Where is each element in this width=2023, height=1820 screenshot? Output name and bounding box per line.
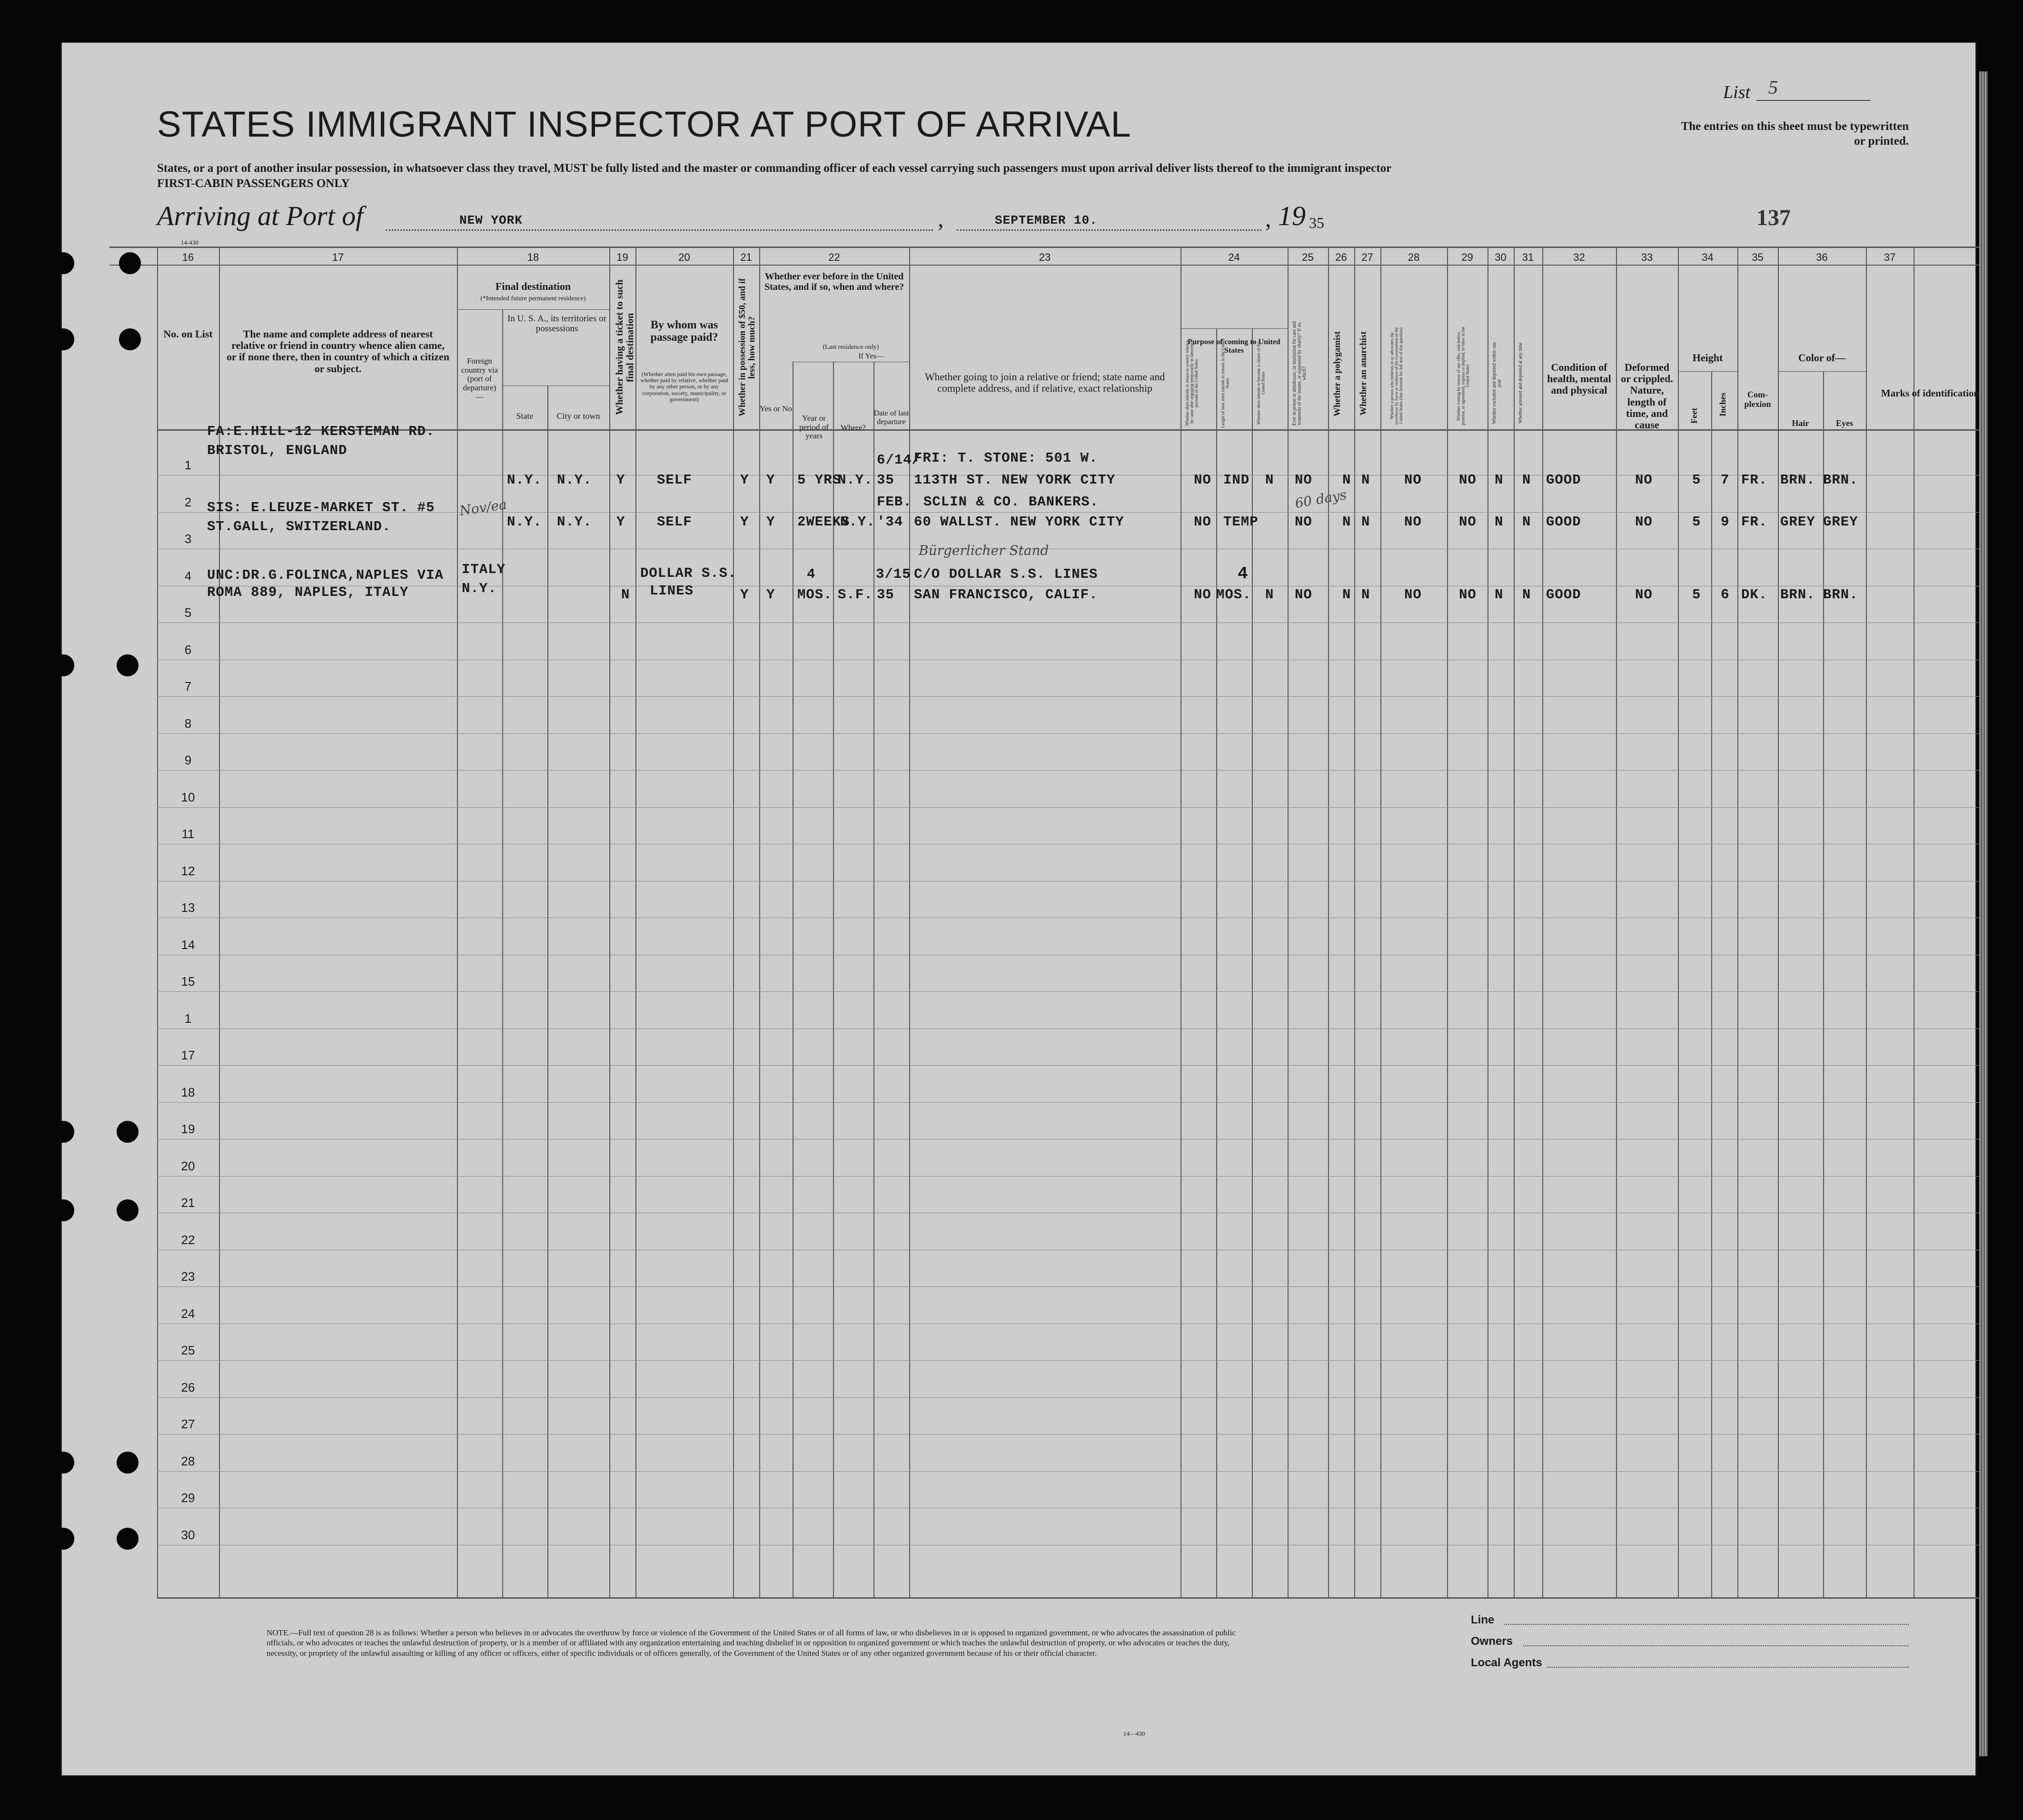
- entry-3-where: S.F.: [838, 587, 873, 603]
- entry-3-prison: NO: [1295, 587, 1312, 603]
- entry-1-where: N.Y.: [838, 472, 873, 488]
- entry-2-overthrow: NO: [1404, 514, 1422, 530]
- header-health: Condition of health, mental and physical: [1547, 361, 1611, 396]
- row-number: 1: [184, 458, 192, 472]
- punch-hole: [117, 1452, 139, 1474]
- header-yes-no: Yes or No: [759, 404, 793, 413]
- punch-hole: [52, 1528, 74, 1550]
- col-line: [1514, 247, 1515, 1598]
- col-line: [1737, 247, 1738, 1598]
- header-year-period: Year or period of years: [799, 414, 829, 441]
- entry-3-hair: BRN.: [1780, 587, 1815, 603]
- entry-1-arrested: N: [1522, 472, 1531, 488]
- row-number: 4: [184, 568, 192, 583]
- port-dotted-line: [386, 229, 933, 231]
- header-inches: Inches: [1718, 393, 1727, 417]
- date-dotted-line: [957, 229, 1261, 231]
- entry-1-feet: 5: [1692, 472, 1701, 488]
- row-number: 14: [181, 937, 195, 952]
- entry-2-handwritten-days: 60 days: [1293, 486, 1348, 512]
- column-number: 27: [1361, 251, 1373, 263]
- entry-2-excluded: N: [1495, 514, 1504, 530]
- entry-2-before: Y: [766, 514, 775, 530]
- list-label: List: [1723, 82, 1751, 102]
- header-anarchist: Whether an anarchist: [1359, 331, 1368, 416]
- col-line: [1380, 247, 1381, 1598]
- col-line: [1616, 247, 1617, 1598]
- row-number: 24: [181, 1306, 195, 1321]
- entry-3-join-line2: SAN FRANCISCO, CALIF.: [914, 587, 1098, 603]
- entry-2-city: N.Y.: [557, 514, 592, 530]
- punch-hole: [117, 1121, 139, 1143]
- footer-line-dots: [1504, 1624, 1909, 1625]
- header-joining-relative: Whether going to join a relative or friend; state name and complete address, and if relative, exact relationship: [924, 371, 1165, 395]
- entry-1-purpose-b: IND: [1223, 472, 1250, 488]
- header-last-residence: (Last residence only): [823, 344, 879, 351]
- entry-1-city: N.Y.: [557, 472, 592, 488]
- entry-1-deformed: NO: [1635, 472, 1653, 488]
- row-number: 10: [181, 790, 195, 804]
- col-line: [457, 247, 458, 1598]
- punch-hole: [117, 1528, 139, 1550]
- entry-1-excluded: N: [1495, 472, 1504, 488]
- header-before-us: Whether ever before in the United States, and if so, when and where?: [764, 271, 904, 292]
- punch-hole: [52, 1199, 74, 1221]
- subheader-line: [457, 309, 609, 310]
- row-line: [157, 1397, 1980, 1398]
- row-line: [157, 807, 1980, 808]
- entry-3-money: Y: [740, 587, 749, 603]
- row-number: 17: [181, 1048, 195, 1062]
- entry-3-feet: 5: [1692, 587, 1701, 603]
- entry-3-relative-line2: ROMA 889, NAPLES, ITALY: [207, 584, 409, 600]
- subheader-line: [1180, 328, 1288, 329]
- punch-hole: [117, 1199, 139, 1221]
- entry-2-complexion: FR.: [1741, 514, 1768, 530]
- entry-3-complexion: DK.: [1741, 587, 1768, 603]
- entry-1-eyes: BRN.: [1823, 472, 1858, 488]
- entry-3-foreign-bottom: N.Y.: [462, 581, 497, 596]
- entry-2-relative-line2: ST.GALL, SWITZERLAND.: [207, 519, 391, 534]
- entry-2-eyes: GREY: [1823, 514, 1858, 530]
- header-marks: Marks of identification: [1881, 387, 1980, 399]
- entry-1-ticket: Y: [616, 472, 625, 488]
- year-prefix: 19: [1278, 200, 1306, 231]
- row-line: [157, 1065, 1980, 1066]
- arriving-label: Arriving at Port of: [157, 200, 364, 231]
- entry-2-paid: SELF: [657, 514, 692, 530]
- entry-3-purpose-a: NO: [1194, 587, 1211, 603]
- row-number: 1: [184, 1011, 192, 1026]
- row-number: 25: [181, 1343, 195, 1357]
- year-suffix: 35: [1309, 214, 1324, 231]
- entry-2-purpose-a: NO: [1194, 514, 1211, 530]
- punch-hole: [52, 1452, 74, 1474]
- header-usa-territories: In U. S. A., its territories or possessions: [507, 314, 606, 334]
- entry-2-relative-line1: SIS: E.LEUZE-MARKET ST. #5: [207, 500, 435, 515]
- punch-hole: [119, 328, 141, 350]
- entry-3-period-top: 4: [807, 566, 816, 582]
- entry-3-paid-bottom: LINES: [650, 583, 694, 599]
- entry-3-inches: 6: [1721, 587, 1730, 603]
- entry-1-health: GOOD: [1546, 472, 1581, 488]
- entry-3-offer: NO: [1459, 587, 1477, 603]
- col-line: [1288, 247, 1289, 1598]
- entry-1-polygamist: N: [1342, 472, 1351, 488]
- entry-3-health: GOOD: [1546, 587, 1581, 603]
- entry-3-paid-top: DOLLAR S.S.: [640, 565, 737, 581]
- row-line: [157, 733, 1980, 734]
- col-line: [1711, 371, 1712, 1598]
- entry-3-eyes: BRN.: [1823, 587, 1858, 603]
- entry-1-complexion: FR.: [1741, 472, 1768, 488]
- col-line: [1678, 247, 1679, 1598]
- punch-hole: [52, 328, 74, 350]
- row-number: 6: [184, 642, 192, 657]
- entry-1-anarchist: N: [1361, 472, 1370, 488]
- col-line: [1866, 247, 1867, 1598]
- entry-3-purpose-b: MOS.: [1216, 587, 1251, 603]
- entry-2-join-line1: SCLIN & CO. BANKERS.: [923, 494, 1099, 510]
- row-number: 2: [184, 495, 192, 509]
- entry-3-handwritten-note: Bürgerlicher Stand: [919, 543, 1049, 558]
- subheader-line: [1678, 371, 1737, 372]
- column-number: 31: [1522, 251, 1534, 263]
- entry-1-date-top: 6/14/: [877, 452, 921, 468]
- row-number: 5: [184, 605, 192, 620]
- footer-owners-dots: [1523, 1645, 1909, 1646]
- col-line: [1823, 371, 1824, 1598]
- entry-3-date-bottom: 35: [877, 587, 894, 603]
- column-number: 36: [1816, 251, 1828, 263]
- header-passage-paid: By whom was passage paid?: [650, 319, 718, 344]
- col-line: [635, 247, 636, 1598]
- header-state: State: [516, 411, 534, 421]
- entries-note: The entries on this sheet must be typewritten or printed.: [1681, 120, 1909, 148]
- entry-1-offer: NO: [1459, 472, 1477, 488]
- row-line: [157, 696, 1980, 697]
- entry-3-relative-line1: UNC:DR.G.FOLINCA,NAPLES VIA: [207, 567, 444, 583]
- header-ticket: Whether having a ticket to such final destination: [614, 279, 636, 415]
- header-overthrow: Whether a person who believes in or advocates the overthrow by force or violence of the Government of the United States (See footnote for full text of this question): [1389, 327, 1403, 425]
- header-eyes: Eyes: [1836, 418, 1853, 428]
- footer-owners-label: Owners: [1471, 1635, 1513, 1648]
- row-number: 19: [181, 1122, 195, 1136]
- header-deformed: Deformed or crippled. Nature, length of time, and cause: [1621, 361, 1673, 431]
- col-line: [759, 247, 760, 1598]
- col-line: [547, 386, 548, 1598]
- column-number: 26: [1335, 251, 1347, 263]
- header-final-destination: Final destination: [495, 280, 571, 292]
- entry-1-before: Y: [766, 472, 775, 488]
- entry-3-arrested: N: [1522, 587, 1531, 603]
- entry-1-period: 5 YRS: [797, 472, 842, 488]
- col-line: [1447, 247, 1448, 1598]
- entry-2-anarchist: N: [1361, 514, 1370, 530]
- punch-hole: [119, 252, 141, 274]
- footer-form-number: 14—430: [1123, 1730, 1145, 1737]
- entry-2-ticket: Y: [616, 514, 625, 530]
- row-number: 8: [184, 716, 192, 731]
- column-number: 32: [1573, 251, 1585, 263]
- punch-hole: [52, 654, 74, 676]
- page-number: 137: [1756, 205, 1791, 230]
- column-number: 29: [1461, 251, 1473, 263]
- entry-2-date-top: FEB.: [877, 494, 912, 510]
- col-line: [733, 247, 734, 1598]
- entry-3-date-top: 3/15: [876, 566, 911, 582]
- entry-2-hair: GREY: [1780, 514, 1815, 530]
- entry-2-date-bottom: '34: [877, 514, 903, 530]
- col-line: [157, 247, 158, 1598]
- row-line: [157, 1360, 1980, 1361]
- row-number: 28: [181, 1454, 195, 1468]
- header-no-on-list: No. on List: [163, 328, 213, 340]
- entry-2-prison: NO: [1295, 514, 1312, 530]
- header-where: Where?: [841, 423, 866, 432]
- list-number: 5: [1768, 77, 1778, 98]
- entry-2-health: GOOD: [1546, 514, 1581, 530]
- row-number: 9: [184, 753, 192, 767]
- header-money: Whether in possession of $50, and if less, how much?: [737, 278, 757, 417]
- entry-2-join-line2: 60 WALLST. NEW YORK CITY: [914, 514, 1124, 530]
- header-color-of: Color of—: [1798, 352, 1846, 364]
- row-number: 20: [181, 1158, 195, 1173]
- row-number: 15: [181, 974, 195, 989]
- form-number-top: 14-430: [181, 239, 198, 246]
- entry-3-ticket: N: [621, 587, 630, 603]
- row-line: [157, 991, 1980, 992]
- entry-2-where: N.Y.: [840, 514, 875, 530]
- header-date-departure: Date of last departure: [873, 409, 909, 426]
- entry-1-relative-line2: BRISTOL, ENGLAND: [207, 443, 347, 458]
- entry-2-offer: NO: [1459, 514, 1477, 530]
- entry-1-join-line2: 113TH ST. NEW YORK CITY: [914, 472, 1116, 488]
- entry-2-period: 2WEEKS: [797, 514, 850, 530]
- header-unlawful-work: Whether coming by reason of any offer, solicitation, promise, or agreement, express or implied, to labor in the United States: [1456, 326, 1470, 425]
- row-number: 18: [181, 1085, 195, 1099]
- column-number-line: [109, 265, 1980, 266]
- header-arrested: Whether arrested and deported at any time: [1518, 343, 1523, 424]
- entry-2-money: Y: [740, 514, 749, 530]
- entry-3-polygamist: N: [1342, 587, 1351, 603]
- entry-3-purpose-b-top: 4: [1238, 564, 1249, 584]
- entry-2-feet: 5: [1692, 514, 1701, 530]
- row-line: [157, 1176, 1980, 1177]
- col-line: [1778, 247, 1779, 1598]
- punch-hole: [52, 1121, 74, 1143]
- header-if-yes: If Yes—: [858, 352, 884, 360]
- header-purpose-a: Whether alien intends to return to country whence he came after engaging temporarily in laboring pursuits in the United States: [1185, 340, 1199, 426]
- entry-2-inches: 9: [1721, 514, 1730, 530]
- header-purpose-c: Whether alien intends to become a citizen of the United States: [1256, 342, 1266, 425]
- row-number: 12: [181, 863, 195, 878]
- header-city: City or town: [556, 411, 600, 421]
- row-number: 23: [181, 1269, 195, 1284]
- row-line: [157, 1471, 1980, 1472]
- column-number: 35: [1752, 251, 1764, 263]
- footer-agents-label: Local Agents: [1471, 1656, 1542, 1669]
- column-number: 25: [1302, 251, 1314, 263]
- entry-1-paid: SELF: [657, 472, 692, 488]
- page-title: STATES IMMIGRANT INSPECTOR AT PORT OF ARRIVAL: [157, 104, 1131, 145]
- column-number: 19: [616, 251, 628, 263]
- entry-1-prison: NO: [1295, 472, 1312, 488]
- entry-3-foreign-top: ITALY: [462, 562, 506, 577]
- row-number: 13: [181, 900, 195, 915]
- arrival-date: SEPTEMBER 10.: [995, 213, 1098, 228]
- entry-3-join-line1: C/O DOLLAR S.S. LINES: [914, 566, 1098, 582]
- header-complexion: Com-plexion: [1744, 390, 1771, 409]
- col-line: [609, 247, 610, 1598]
- entry-3-before: Y: [766, 587, 775, 603]
- column-number: 17: [332, 251, 344, 263]
- header-excluded: Whether excluded and deported within one year: [1492, 342, 1502, 425]
- col-line: [909, 247, 910, 1598]
- header-passage-note: (Whether alien paid his own passage, whether paid by relative, whether paid by any other person, or by any corporation, society, municipality, or government): [640, 371, 728, 403]
- column-number: 37: [1884, 251, 1896, 263]
- entry-1-date-bottom: 35: [877, 472, 894, 488]
- header-hair: Hair: [1792, 418, 1809, 428]
- column-number: 22: [828, 251, 840, 263]
- header-final-destination-note: (*Intended future permanent residence): [480, 295, 586, 302]
- col-line: [833, 362, 834, 1598]
- entry-2-deformed: NO: [1635, 514, 1653, 530]
- row-number: 22: [181, 1232, 195, 1247]
- entry-3-excluded: N: [1495, 587, 1504, 603]
- column-number: 16: [182, 251, 194, 263]
- entry-3-deformed: NO: [1635, 587, 1653, 603]
- entry-1-relative-line1: FA:E.HILL-12 KERSTEMAN RD.: [207, 424, 435, 439]
- port-name: NEW YORK: [459, 213, 523, 228]
- col-line: [1180, 247, 1181, 1598]
- column-number: 30: [1495, 251, 1507, 263]
- punch-hole: [52, 252, 74, 274]
- col-line: [1216, 328, 1217, 1598]
- row-number: 26: [181, 1380, 195, 1395]
- entry-1-money: Y: [740, 472, 749, 488]
- entry-1-purpose-c: N: [1265, 472, 1274, 488]
- row-number: 7: [184, 679, 192, 693]
- column-number: 18: [527, 251, 539, 263]
- row-number: 27: [181, 1417, 195, 1431]
- row-number: 11: [181, 827, 195, 841]
- col-line: [1328, 247, 1329, 1598]
- punch-hole: [117, 654, 139, 676]
- entry-3-purpose-c: N: [1265, 587, 1274, 603]
- table-top-line: [109, 247, 1980, 248]
- instructions-text: States, or a port of another insular possession, in whatsoever class they travel, MUST be fully listed and the master or commanding officer of each vessel carrying such passengers must upon arrival deliver lists thereof to the immigrant inspector: [157, 162, 1392, 175]
- entry-2-purpose-b: TEMP: [1223, 514, 1259, 530]
- row-number: 30: [181, 1527, 195, 1542]
- entry-2-state: N.Y.: [507, 514, 542, 530]
- column-number: 20: [678, 251, 690, 263]
- footer-agents-dots: [1547, 1667, 1909, 1668]
- footer-line-label: Line: [1471, 1613, 1495, 1626]
- column-number: 33: [1641, 251, 1653, 263]
- row-line: [157, 1286, 1980, 1287]
- footer-note: NOTE.—Full text of question 28 is as follows: Whether a person who believes in or advocates the overthrow by force or violence of the Government of the United States or of all forms of law, or who disbelieves in or is opposed to organized government, or who advocates the assassination of public officials, or who advocates or teaches the unlawful destruction of property, or is a member of or affiliated with any organization entertaining and teaching disbelief in or opposition to organized government or which teaches the unlawful destruction of property, or who advocates or teaches the duty, necessity, or propriety of the unlawful assaulting or killing of any officer or officers, either of specific individuals or of officers generally, of the Government of the United States or of any other organized government because of his or their official character.: [267, 1628, 1236, 1658]
- comma-2: ,: [1265, 205, 1271, 232]
- entry-1-hair: BRN.: [1780, 472, 1815, 488]
- list-underline: [1756, 100, 1871, 101]
- row-number: 21: [181, 1196, 195, 1210]
- row-number: 29: [181, 1491, 195, 1505]
- column-number: 21: [740, 251, 752, 263]
- row-line: [157, 1102, 1980, 1103]
- column-number: 24: [1228, 251, 1240, 263]
- header-purpose: Purpose of coming to United States: [1188, 338, 1280, 355]
- header-height: Height: [1692, 352, 1723, 364]
- row-number: 3: [184, 532, 192, 546]
- entry-1-overthrow: NO: [1404, 472, 1422, 488]
- entry-3-anarchist: N: [1361, 587, 1370, 603]
- entry-2-polygamist: N: [1342, 514, 1351, 530]
- col-line: [873, 362, 874, 1598]
- comma-1: ,: [938, 205, 944, 232]
- col-line: [1542, 247, 1543, 1598]
- header-relative-abroad: The name and complete address of nearest relative or friend in country whence alien came, or if none there, then in country of which a citizen or subject.: [227, 328, 449, 375]
- header-purpose-b: Length of time alien intends to remain in the United States: [1220, 338, 1230, 428]
- entry-2-handwritten-note: Nov/ea: [458, 496, 508, 519]
- entry-1-state: N.Y.: [507, 472, 542, 488]
- header-prison: Ever in prison or almshouse, or institution for care and treatment of the insane, or supported by charity? If so, which?: [1292, 321, 1307, 426]
- header-foreign-country: Foreign country via (port of departure)—: [461, 356, 498, 401]
- manifest-sheet: STATES IMMIGRANT INSPECTOR AT PORT OF ARRIVAL States, or a port of another insular possession, in whatsoever class they travel, MUST be fully listed and the master or commanding officer of each vessel carrying such passengers must upon arrival deliver lists thereof to the immigrant inspector FIRST-CABIN PASSENGERS ONLY List 5 The entries on this sheet must be typewritten or printed. Arriving at Port of NEW YORK , SEPTEMBER 10. , 19 35 137 14-430 16 17 18 19 20 21 22 23 24 25 26 27 28 29 30 31 32 33 34 35 36 37 No. on List The name and complete address of nearest relative or friend in country whence alien came, or if none there, then in country of which a citizen or subject. Final destination (*Intended future permanent residence) Foreign country via (port of departure)— In U. S. A., its territories or possessions State City or town Whether having a ticket to such final destination By whom was passage paid? (Whether alien paid his own passage, whether paid by relative, whether paid by any other person, or by any corporation, society, municipality, or government) Whether in possession of $50, and if less, how much? Whether ever before in the United States, and if so, when and where? (Last residence only) If Yes— Yes or No Year or period of years Where? Date of last departure Whether going to join a relative or friend; state name and complete address, and if relative, exact relationship Purpose of coming to United States Whether alien intends to return to country whence he came after engaging temporarily in laboring pursuits in the United States Length of time alien intends to remain in the United States Whether alien intends to become a citizen of the United States Ever in prison or almshouse, or institution for care and treatment of the insane, or supported by charity? If so, which? Whether a polygamist Whether an anarchist Whether a person who believes in or advocates the overthrow by force or violence of the Government of the United States (See footnote for full text of this question) Whether coming by reason of any offer, solicitation, promise, or agreement, express or implied, to labor in the United States Whether excluded and deported within one year Whether arrested and deported at any time Condition of health, mental and physical Deformed or crippled. Nature, length of time, and cause Height Feet Inches Com-plexion Color of— Hair Eyes Marks of identification 1 2 3 4 5 6 7 8 9 10 11 12 13 14 15 1 17 18 19 20 21 22 23 24 25 26 27 28 29 30 FA:E.HILL-12 KERSTEMAN RD. BRISTOL, ENGLAND N.Y. N.Y. Y SELF Y Y 5 YRS N.Y. 6/14/ 35 FRI: T. STONE: 501 W. 113TH ST. NEW YORK CITY NO IND N NO N N NO NO N N GOOD NO 5 7 FR. BRN. BRN. SIS: E.LEUZE-MARKET ST. #5 ST.GALL, SWITZERLAND. Nov/ea N.Y. N.Y. Y SELF Y Y 2WEEKS N.Y. FEB. '34 SCLIN & CO. BANKERS. 60 WALLST. NEW YORK CITY NO TEMP 60 days NO N N NO NO N N GOOD NO 5 9 FR. GREY GREY UNC:DR.G.FOLINCA,NAPLES VIA ROMA 889, NAPLES, ITALY ITALY N.Y. N DOLLAR S.S. LINES Y Y 4 MOS. S.F. 3/15 35 Bürgerlicher Stand C/O DOLLAR S.S. LINES SAN FRANCISCO, CALIF. NO 4 MOS. N NO N N NO NO N N GOOD NO 5 6 DK. BRN. BRN. NOTE.—Full text of question 28 is as follows: Whether a person who believes in or advocates the overthrow by force or violence of the Government of the United States or of all forms of law, or who disbelieves in or is opposed to organized government, or who advocates the assassination of public officials, or who advocates or teaches the unlawful destruction of property, or is a member of or affiliated with any organization entertaining and teaching disbelief in or opposition to organized government or which teaches the unlawful destruction of property, or who advocates or teaches the duty, necessity, or propriety of the unlawful assaulting or killing of any officer or officers, either of specific individuals or of officers generally, of the Government of the United States or of any other organized government because of his or their official character. 14—430 Line Owners Local Agents: [62, 43, 1975, 1775]
- entry-1-join-line1: FRI: T. STONE: 501 W.: [914, 450, 1098, 466]
- cabin-class-text: FIRST-CABIN PASSENGERS ONLY: [157, 177, 350, 190]
- entry-3-period-bottom: MOS.: [797, 587, 833, 603]
- column-number: 34: [1702, 251, 1714, 263]
- table-bottom-line: [157, 1597, 1980, 1599]
- subheader-line: [1778, 371, 1866, 372]
- row-line: [157, 770, 1980, 771]
- header-polygamist: Whether a polygamist: [1332, 331, 1342, 416]
- entry-3-overthrow: NO: [1404, 587, 1422, 603]
- entry-1-purpose-a: NO: [1194, 472, 1211, 488]
- entry-2-arrested: N: [1522, 514, 1531, 530]
- entry-1-inches: 7: [1721, 472, 1730, 488]
- column-number: 23: [1039, 251, 1051, 263]
- column-number: 28: [1408, 251, 1420, 263]
- col-line: [1354, 247, 1355, 1598]
